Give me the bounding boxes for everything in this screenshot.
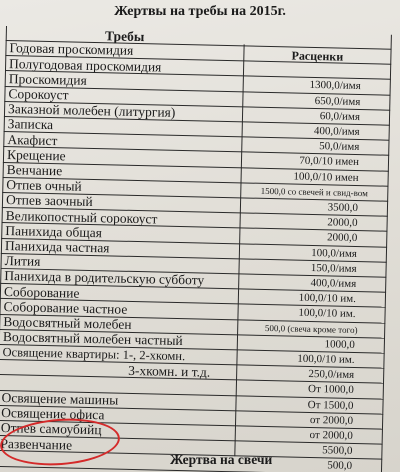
service-name: Акафист — [7, 131, 58, 148]
service-price: 500,0 — [327, 459, 353, 472]
service-price: 150,0/имя — [310, 261, 357, 275]
service-price: 500,0 (свеча кроме того) — [264, 322, 358, 335]
service-price: 100,0/10 имен — [293, 170, 359, 184]
service-price: 50,0/имя — [318, 140, 360, 154]
column-header-prices: Расценки — [291, 48, 344, 64]
service-name: Водосвятный молебен — [3, 313, 132, 332]
service-name: Годовая проскомидия — [9, 40, 134, 59]
service-price: от 2000,0 — [309, 429, 353, 443]
service-name: Освящение офиса — [1, 405, 105, 423]
service-name: Заказной молебен (литургия) — [7, 101, 176, 121]
service-name: Освящение квартиры: 1-, 2-хкомн. — [2, 344, 186, 363]
service-price: 1300,0/имя — [309, 79, 361, 93]
service-price: 100,0/10 им. — [298, 307, 356, 321]
service-price: 1000,0 — [324, 338, 355, 351]
service-price: 400,0/имя — [313, 125, 360, 139]
service-name: Полугодовая проскомидия — [8, 55, 162, 75]
service-price: 2000,0 — [326, 231, 358, 245]
service-price: 1500,0 со свечей и свид-вом — [260, 185, 369, 199]
service-name: Венчание — [6, 161, 63, 179]
service-name: 3-хкомн. и т.д. — [128, 362, 211, 380]
service-name: Отпев самоубийц — [0, 420, 102, 438]
service-price: 400,0/имя — [310, 277, 357, 291]
service-name: Водосвятный молебен частный — [2, 329, 183, 349]
service-price: 70,0/10 имен — [299, 155, 360, 169]
service-name: Записка — [7, 116, 54, 133]
service-name: Сорокоуст — [8, 86, 69, 103]
service-price: 250,0/имя — [308, 368, 355, 382]
service-price: 650,0/имя — [314, 94, 361, 108]
service-name: Развенчание — [0, 435, 73, 453]
service-price: 100,0/10 им. — [298, 291, 357, 306]
service-price: От 1000,0 — [307, 383, 354, 397]
service-name: Крещение — [6, 146, 66, 164]
service-price: 60,0/имя — [319, 110, 361, 123]
service-name: Панихида общая — [5, 222, 103, 240]
service-name: Отпев очный — [6, 177, 82, 194]
service-name: Панихида в родительскую субботу — [4, 268, 205, 288]
service-price: от 2000,0 — [309, 413, 354, 427]
section-title-candles: Жертва на свечи — [170, 452, 273, 467]
service-name: Лития — [4, 253, 41, 269]
service-price: 2000,0 — [327, 216, 358, 230]
service-price: 3500,0 — [327, 201, 359, 215]
service-name: Панихида частная — [4, 237, 110, 256]
service-name: Великопостный сорокоуст — [5, 207, 158, 227]
service-price: 100,0/имя — [311, 246, 358, 260]
service-name: Соборование частное — [3, 298, 128, 317]
service-price: От 1500,0 — [307, 398, 354, 412]
service-name: Соборование — [3, 283, 80, 301]
service-name: Освящение машины — [1, 389, 119, 408]
column-header-services: Требы — [104, 28, 145, 45]
page-title: Жертвы на требы на 2015г. — [114, 4, 286, 19]
service-name: Проскомидия — [8, 70, 87, 88]
service-price: 100,0/10 им. — [297, 352, 355, 367]
service-price: 5500,0 — [322, 444, 353, 458]
price-table — [0, 26, 392, 472]
service-name: Отпев заочный — [5, 192, 93, 210]
